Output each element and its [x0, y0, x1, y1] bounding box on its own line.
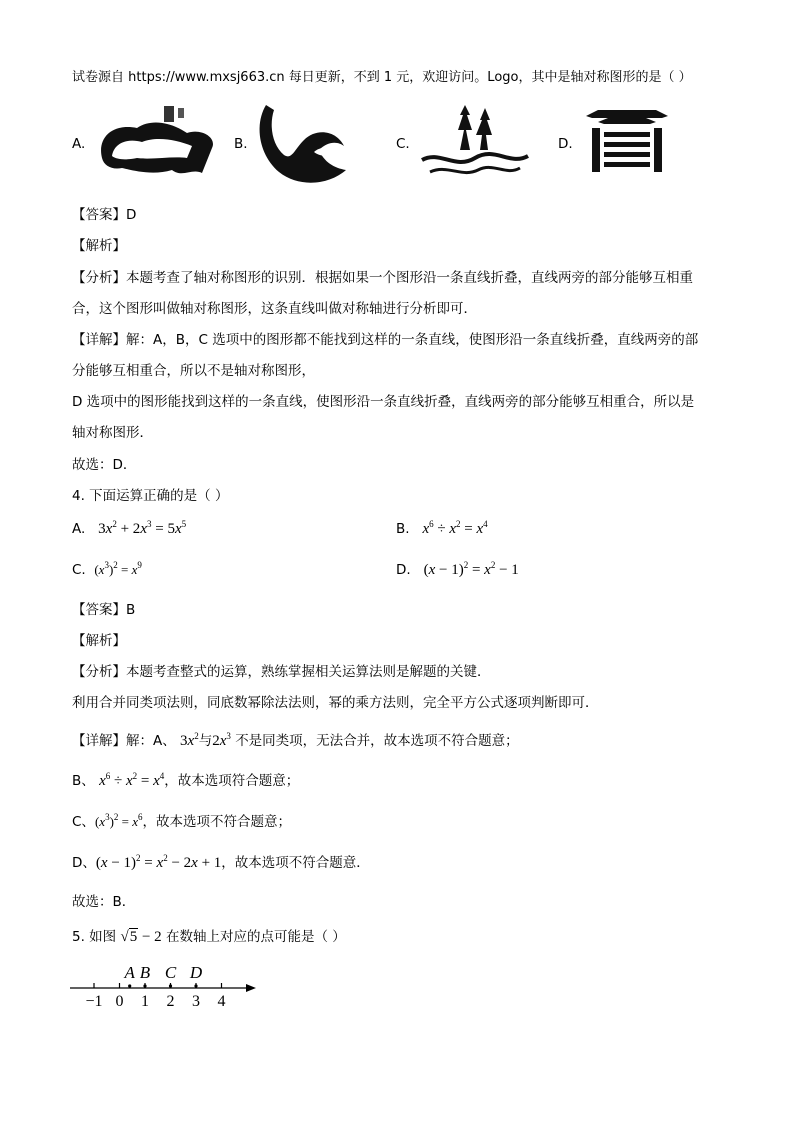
option-a-label: A. [72, 136, 86, 152]
math-expression: $2x^3$ [212, 731, 231, 749]
option-c-label: C. [72, 562, 86, 578]
question-5 [72, 925, 346, 946]
number-line-tick-label: −1 [85, 993, 103, 1010]
question-suffix: 在数轴上对应的点可能是（ ） [165, 929, 346, 945]
q4-option-d [396, 562, 519, 579]
detail-connector: 与 [198, 733, 213, 749]
math-expression: $(x^3)^2 = x^6$ [94, 812, 143, 829]
pavilion-waves-logo-icon [420, 100, 530, 185]
detail-prefix: 【详解】解：A、 [72, 733, 176, 749]
detail-text-q4-line-b [72, 769, 299, 790]
number-line-point-label: A [124, 963, 135, 982]
detail-text-q3-line4: 轴对称图形． [72, 425, 153, 441]
q4-option-a [72, 521, 186, 538]
analysis-heading-q4: 【解析】 [72, 633, 126, 649]
number-line-tick-label: 0 [115, 993, 124, 1010]
number-line-point-label: B [139, 963, 151, 982]
ink-brush-logo-icon [92, 98, 222, 188]
detail-text-q4-line-d [72, 851, 370, 872]
number-line-point [194, 984, 197, 987]
option-c-label: C. [396, 136, 410, 152]
question-4: 4. 下面运算正确的是（ ） [72, 488, 229, 504]
q4-option-b [396, 521, 488, 538]
number-line-point [169, 984, 172, 987]
math-expression: $3x^2$ [180, 731, 199, 749]
detail-prefix: B、 [72, 773, 95, 789]
math-expression: $x^6 \div x^2 = x^4$ [99, 771, 165, 789]
option-a-label: A. [72, 521, 86, 537]
analysis-text-q4-line2: 利用合并同类项法则，同底数幂除法法则，幂的乘方法则，完全平方公式逐项判断即可． [72, 695, 599, 711]
math-expression: $(x - 1)^2 = x^2 - 1$ [423, 560, 519, 578]
option-b-label: B. [396, 521, 410, 537]
detail-text-q3-line3: D 选项中的图形能找到这样的一条直线，使图形沿一条直线折叠，直线两旁的部分能够互相重合，所以是 [72, 394, 695, 410]
number-line-tick-label: 3 [192, 993, 200, 1010]
math-expression: $(x - 1)^2 = x^2 - 2x + 1$ [95, 853, 222, 871]
ink-swirl-logo-icon [254, 100, 354, 190]
chinese-gate-logo-icon [584, 106, 670, 176]
analysis-text-q3-line1: 【分析】本题考查了轴对称图形的识别．根据如果一个图形沿一条直线折叠，直线两旁的部分能够互相重 [72, 270, 693, 286]
detail-text-q3-line1: 【详解】解：A，B，C 选项中的图形都不能找到这样的一条直线，使图形沿一条直线折叠，直线两旁的部 [72, 332, 699, 348]
number-line-point-label: C [164, 963, 177, 982]
question-prefix: 5. 如图 [72, 929, 117, 945]
choice-q3: 故选：D． [72, 457, 137, 473]
number-line-arrow [246, 984, 256, 992]
number-line-point [128, 984, 131, 987]
number-line-tick-label: 4 [217, 993, 226, 1010]
number-line-point-label: D [189, 963, 203, 982]
detail-suffix: 不是同类项，无法合并，故本选项不符合题意； [235, 733, 519, 749]
detail-suffix: ，故本选项不符合题意． [221, 855, 370, 871]
page-header-question-3: 试卷源自 https://www.mxsj663.cn 每日更新，不到 1 元，欢迎访问。Logo，其中是轴对称图形的是（ ） [72, 70, 692, 85]
analysis-heading-q3: 【解析】 [72, 238, 126, 254]
detail-prefix: C、 [72, 814, 95, 830]
math-expression: $x^6 \div x^2 = x^4$ [422, 519, 488, 537]
option-b-label: B. [234, 136, 248, 152]
answer-q3: 【答案】D [72, 207, 137, 223]
math-expression: $(x^3)^2 = x^9$ [94, 560, 142, 577]
math-expression: $3x^2 + 2x^3 = 5x^5$ [98, 519, 187, 537]
detail-text-q4-line1 [72, 729, 519, 750]
detail-text-q4-line-c [72, 810, 291, 830]
analysis-text-q3-line2: 合，这个图形叫做轴对称图形，这条直线叫做对称轴进行分析即可． [72, 301, 477, 317]
detail-suffix: ，故本选项符合题意； [164, 773, 300, 789]
choice-q4: 故选：B． [72, 894, 136, 910]
answer-q4: 【答案】B [72, 602, 136, 618]
number-line-tick-label: 2 [166, 993, 175, 1010]
option-d-label: D. [396, 562, 411, 578]
number-line-point [143, 984, 146, 987]
number-line [70, 958, 270, 1016]
detail-suffix: ，故本选项不符合题意； [142, 814, 292, 830]
number-line-tick-label: 1 [141, 993, 149, 1010]
option-d-label: D. [558, 136, 573, 152]
math-expression: √5 − 2 [120, 929, 162, 945]
analysis-text-q4-line1: 【分析】本题考查整式的运算，熟练掌握相关运算法则是解题的关键． [72, 664, 491, 680]
q4-option-c [72, 562, 142, 578]
detail-prefix: D、 [72, 855, 96, 871]
detail-text-q3-line2: 分能够互相重合，所以不是轴对称图形， [72, 363, 315, 379]
